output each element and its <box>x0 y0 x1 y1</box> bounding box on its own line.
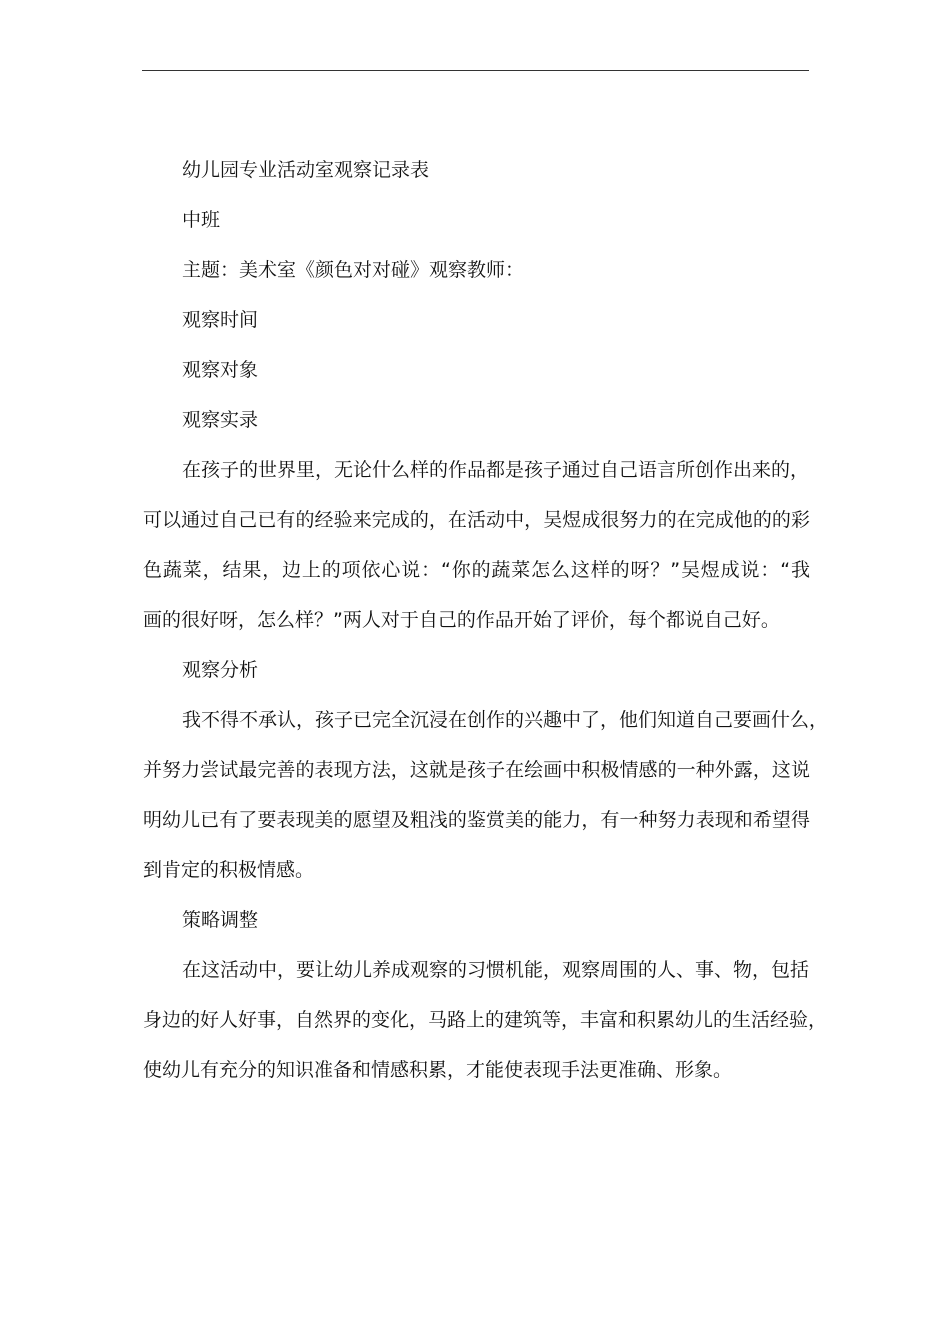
record-heading: 观察实录 <box>182 409 259 431</box>
strategy-line: 使幼儿有充分的知识准备和情感积累，才能使表现手法更准确、形象。 <box>143 1059 733 1081</box>
theme-line: 主题：美术室《颜色对对碰》观察教师： <box>182 259 525 281</box>
subject-label: 观察对象 <box>182 359 259 381</box>
strategy-heading: 策略调整 <box>182 909 259 931</box>
analysis-line: 到肯定的积极情感。 <box>143 859 315 881</box>
strategy-line: 在这活动中，要让幼儿养成观察的习惯机能，观察周围的人、事、物，包括 <box>182 959 810 981</box>
analysis-line: 明幼儿已有了要表现美的愿望及粗浅的鉴赏美的能力，有一种努力表现和希望得 <box>143 809 810 831</box>
record-line: 可以通过自己已有的经验来完成的，在活动中，吴煜成很努力的在完成他的的彩 <box>143 509 810 531</box>
record-line: 画的很好呀，怎么样？”两人对于自己的作品开始了评价，每个都说自己好。 <box>143 609 780 631</box>
doc-title: 幼儿园专业活动室观察记录表 <box>182 159 430 181</box>
class-name: 中班 <box>182 209 221 231</box>
record-line: 在孩子的世界里，无论什么样的作品都是孩子通过自己语言所创作出来的， <box>182 459 810 481</box>
record-line: 色蔬菜，结果，边上的项依心说：“你的蔬菜怎么这样的呀？”吴煜成说：“我 <box>143 559 810 581</box>
strategy-line: 身边的好人好事，自然界的变化，马路上的建筑等，丰富和积累幼儿的生活经验， <box>143 1009 828 1031</box>
analysis-heading: 观察分析 <box>182 659 259 681</box>
analysis-line: 我不得不承认，孩子已完全沉浸在创作的兴趣中了，他们知道自己要画什么， <box>182 709 829 731</box>
analysis-line: 并努力尝试最完善的表现方法，这就是孩子在绘画中积极情感的一种外露，这说 <box>143 759 810 781</box>
header-rule <box>142 70 809 71</box>
time-label: 观察时间 <box>182 309 259 331</box>
